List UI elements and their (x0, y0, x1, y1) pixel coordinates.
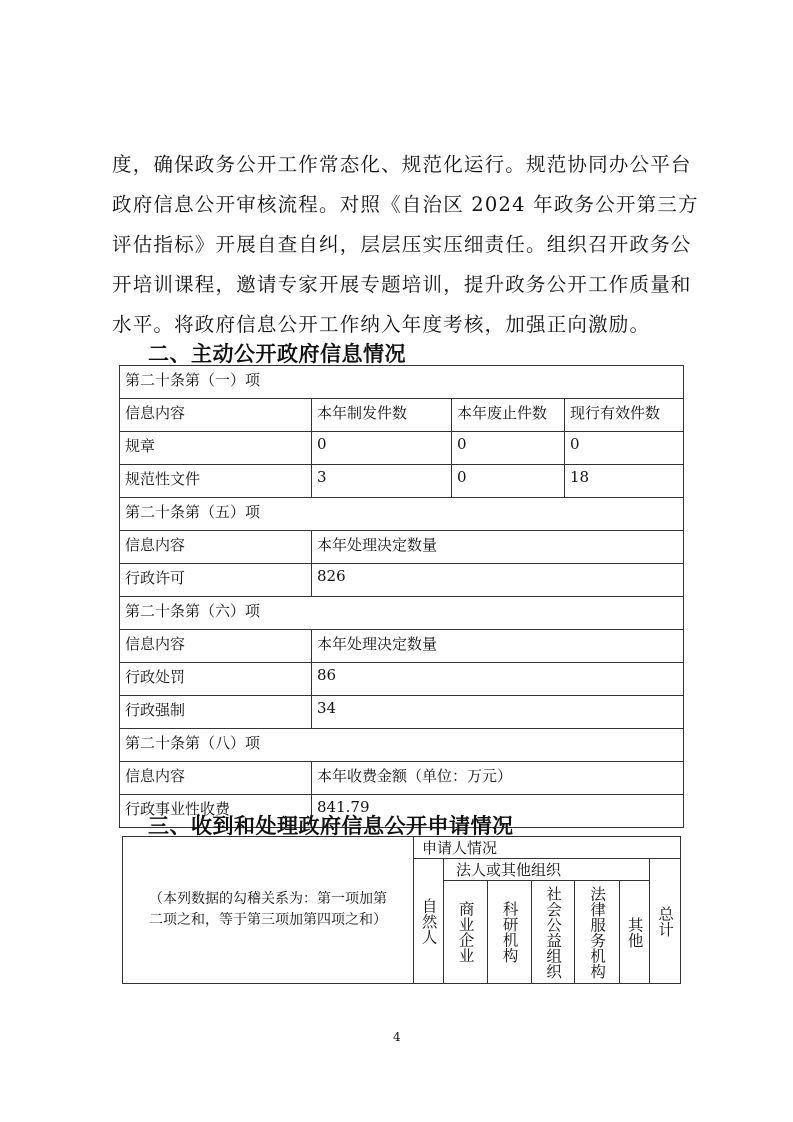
org-type-header (444, 881, 488, 984)
column-header: 信息内容 (120, 630, 312, 663)
table-cell: 行政事业性收费 (120, 795, 312, 828)
table-row (120, 564, 684, 597)
org-type-label: 其他 (625, 916, 644, 948)
table-cell: 826 (312, 564, 684, 597)
table-row (120, 465, 684, 498)
table-row (120, 663, 684, 696)
table-row (120, 399, 684, 432)
table-row (120, 696, 684, 729)
reconciliation-note (123, 837, 414, 984)
column-header: 本年处理决定数量 (312, 630, 684, 663)
table-row (123, 837, 681, 859)
org-type-header (532, 881, 575, 984)
paragraph-line: 政府信息公开审核流程。对照《自治区 2024 年政务公开第三方 (112, 193, 699, 216)
org-type-header (488, 881, 532, 984)
table-row (120, 531, 684, 564)
item6-header: 第二十条第（六）项 (120, 597, 684, 630)
natural-person-label: 自然人 (419, 897, 438, 945)
column-header: 本年制发件数 (312, 399, 452, 432)
paragraph-line: 度，确保政务公开工作常态化、规范化运行。规范协同办公平台 (112, 153, 692, 176)
column-header: 本年处理决定数量 (312, 531, 684, 564)
table-cell: 0 (312, 432, 452, 465)
table-cell: 841.79 (312, 795, 684, 828)
column-header: 现行有效件数 (565, 399, 684, 432)
body-paragraph (112, 145, 699, 345)
org-type-label: 商业企业 (456, 901, 475, 963)
table-row (120, 630, 684, 663)
org-type-header (620, 881, 650, 984)
column-header: 信息内容 (120, 399, 312, 432)
table-cell: 3 (312, 465, 452, 498)
note-line: 二项之和，等于第三项加第四项之和） (149, 912, 387, 928)
table-cell: 18 (565, 465, 684, 498)
paragraph-line: 评估指标》开展自查自纠，层层压实压细责任。组织召开政务公 (112, 233, 692, 256)
column-header: 信息内容 (120, 531, 312, 564)
table-cell: 行政处罚 (120, 663, 312, 696)
table-row (120, 762, 684, 795)
org-type-header (575, 881, 620, 984)
org-type-label: 法律服务机构 (588, 885, 607, 979)
org-type-label: 社会公益组织 (544, 885, 563, 979)
item5-header: 第二十条第（五）项 (120, 498, 684, 531)
total-label: 总计 (656, 905, 675, 937)
paragraph-line: 水平。将政府信息公开工作纳入年度考核，加强正向激励。 (112, 313, 651, 336)
proactive-disclosure-table (119, 365, 684, 828)
table-cell: 行政强制 (120, 696, 312, 729)
item8-header: 第二十条第（八）项 (120, 729, 684, 762)
table-cell: 34 (312, 696, 684, 729)
table-row (120, 597, 684, 630)
page-number: 4 (393, 1030, 401, 1044)
table-row (120, 432, 684, 465)
column-header: 本年废止件数 (452, 399, 565, 432)
legal-org-header: 法人或其他组织 (444, 859, 650, 881)
table-row (120, 729, 684, 762)
paragraph-line: 开培训课程，邀请专家开展专题培训，提升政务公开工作质量和 (112, 273, 692, 296)
table-cell: 规范性文件 (120, 465, 312, 498)
section-2-heading: 二、主动公开政府信息情况 (148, 342, 406, 366)
total-header (650, 859, 681, 984)
item1-header: 第二十条第（一）项 (120, 366, 684, 399)
natural-person-header (414, 859, 444, 984)
table-cell: 86 (312, 663, 684, 696)
org-type-label: 科研机构 (500, 901, 519, 963)
application-table (122, 836, 681, 984)
table-cell: 行政许可 (120, 564, 312, 597)
table-cell: 0 (565, 432, 684, 465)
table-cell: 0 (452, 465, 565, 498)
section-3-heading: 三、收到和处理政府信息公开申请情况 (148, 814, 514, 838)
column-header: 信息内容 (120, 762, 312, 795)
table-cell: 规章 (120, 432, 312, 465)
table-cell: 0 (452, 432, 565, 465)
column-header: 本年收费金额（单位：万元） (312, 762, 684, 795)
table-row (120, 366, 684, 399)
note-line: （本列数据的勾稽关系为：第一项加第 (149, 891, 387, 907)
table-row (120, 498, 684, 531)
applicant-header: 申请人情况 (414, 837, 681, 859)
